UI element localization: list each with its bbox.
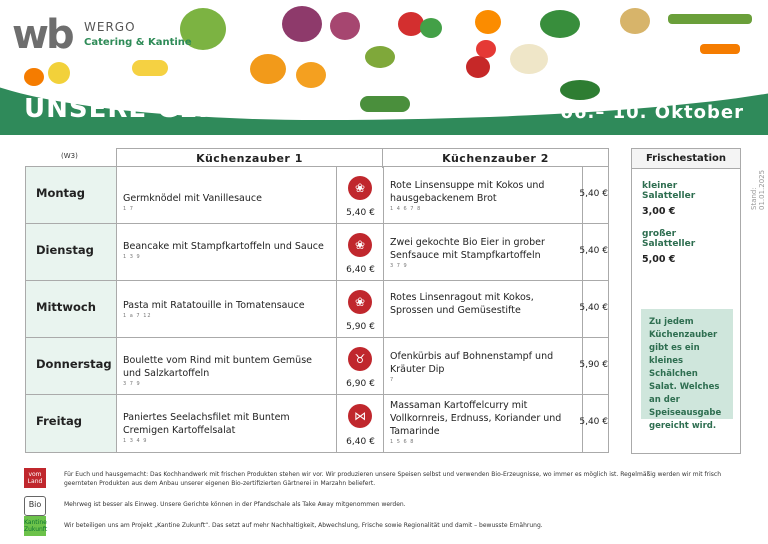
vegetarian-icon: ❀ (348, 176, 372, 200)
dish-cell-2 (384, 167, 582, 223)
cucumber-image (360, 96, 410, 112)
dish-name: Rote Linsensuppe mit Kokos und hausgebackenem Brot (390, 180, 545, 204)
bio-logo-text: Bio (28, 500, 42, 509)
logo (12, 12, 72, 58)
mandarin-image (24, 68, 44, 86)
dish-name: Rotes Linsenragout mit Kokos, Sprossen und Gemüsestifte (390, 292, 534, 316)
cauliflower-image (510, 44, 548, 74)
pumpkin-small-image (296, 62, 326, 88)
price: 5,40 € (579, 246, 608, 256)
dish-name: Ofenkürbis auf Bohnenstampf und Kräuter Dip (390, 351, 554, 375)
price: 5,40 € (579, 303, 608, 313)
price-cell-1 (337, 281, 384, 337)
allergen-codes: 1 5 6 8 (390, 439, 415, 445)
dish-cell-1 (117, 224, 337, 280)
table-row (26, 338, 608, 395)
logo-mark: wb (12, 12, 72, 58)
dish-name: Pasta mit Ratatouille in Tomatensauce (123, 300, 305, 311)
allergen-codes: 1 7 (123, 206, 134, 212)
price-cell-2 (579, 281, 610, 337)
small-salad-label: kleiner Salatteller (642, 181, 696, 201)
allergen-codes: 1 3 9 (123, 254, 141, 260)
dish-cell-2 (384, 224, 582, 280)
dish-cell-2 (384, 395, 582, 452)
page-title: UNSERE GERICHTE (24, 94, 311, 124)
dish-name: Massaman Kartoffelcurry mit Vollkornreis, Erdnuss, Koriander und Tamarinde (390, 400, 562, 437)
vegetarian-icon: ❀ (348, 290, 372, 314)
corn-image (132, 60, 168, 76)
bio-icon (24, 496, 46, 516)
pumpkin-image (250, 54, 286, 84)
dish-name: Boulette vom Rind mit buntem Gemüse und Salzkartoffeln (123, 355, 312, 379)
date-range: 06.– 10. Oktober (560, 102, 744, 123)
price: 6,90 € (346, 379, 375, 389)
table-row (26, 167, 608, 224)
price: 5,40 € (346, 208, 375, 218)
column-header-kuechenzauber-2: Küchenzauber 2 (382, 148, 609, 168)
vom-land-logo-text: vom Land (27, 471, 43, 485)
page-header (0, 0, 768, 135)
apple-image (466, 56, 490, 78)
dish-cell-1 (117, 281, 337, 337)
dish-name: Germknödel mit Vanillesauce (123, 193, 262, 204)
price-cell-2 (579, 224, 610, 280)
dish-cell-1 (117, 167, 337, 223)
price-cell-1 (337, 167, 384, 223)
carrot-image (700, 44, 740, 54)
footer-row (24, 516, 744, 536)
allergen-codes: 3 7 9 (123, 381, 141, 387)
vegetarian-icon: ❀ (348, 233, 372, 257)
allergen-codes: 1 3 4 9 (123, 438, 148, 444)
kantine-zukunft-logo-text: Kantine Zukunft (24, 519, 48, 533)
red-cabbage-image (282, 6, 322, 42)
column-header-kuechenzauber-1: Küchenzauber 1 (116, 148, 383, 168)
frischestation-title: Frischestation (632, 149, 740, 169)
dish-name: Zwei gekochte Bio Eier in grober Senfsauce mit Stampfkartoffeln (390, 237, 545, 261)
vom-land-icon (24, 468, 46, 488)
day-label: Montag (26, 167, 117, 223)
table-row (26, 395, 608, 452)
small-salad-price: 3,00 € (642, 206, 676, 217)
allergen-codes: 7 (390, 377, 395, 383)
small-salad (632, 181, 740, 217)
price: 5,40 € (579, 417, 608, 427)
price: 6,40 € (346, 265, 375, 275)
brand-name: WERGO (84, 20, 136, 34)
red-onion-image (330, 12, 360, 40)
dish-cell-2 (384, 281, 582, 337)
broccoli-image (540, 10, 580, 38)
day-label: Dienstag (26, 224, 117, 280)
week-label: (W3) (61, 152, 78, 160)
dish-cell-1 (117, 395, 337, 452)
allergen-codes: 1 4 6 7 8 (390, 206, 422, 212)
footer-text: Mehrweg ist besser als Einweg. Unsere Gerichte können in der Pfandschale als Take Away mitgenommen werden. (64, 501, 406, 508)
footer-text: Für Euch und hausgemacht: Das Kochhandwerk mit frischen Produkten stehen wir vor. Wir produzieren unsere Speisen selbst und verwenden Bio-Erzeugnisse, wo immer es möglich ist. Regelmäßig werden wir mit frisch geernteten Produkten aus dem Anbau unserer eigenen Bio-zertifizierten Gärtnerei in Marzahn beliefert. (64, 471, 722, 487)
day-label: Freitag (26, 395, 117, 452)
allergen-codes: 1 a 7 12 (123, 313, 152, 319)
price-cell-2 (579, 338, 610, 394)
dish-name: Beancake mit Stampfkartoffeln und Sauce (123, 241, 324, 252)
beef-icon: ♉ (348, 347, 372, 371)
footer-row (24, 496, 744, 516)
price-cell-1 (337, 395, 384, 452)
brand (84, 20, 192, 48)
large-salad-price: 5,00 € (642, 254, 676, 265)
allergen-codes: 3 7 9 (390, 263, 408, 269)
table-row (26, 281, 608, 338)
frischestation-panel (631, 148, 741, 454)
table-row (26, 224, 608, 281)
large-salad (632, 229, 740, 265)
price: 5,40 € (579, 189, 608, 199)
day-label: Donnerstag (26, 338, 117, 394)
menu-rows (25, 166, 609, 453)
peas-image (365, 46, 395, 68)
dish-name: Paniertes Seelachsfilet mit Buntem Cremigen Kartoffelsalat (123, 412, 290, 436)
price-cell-2 (579, 167, 610, 223)
orange-image (475, 10, 501, 34)
day-label: Mittwoch (26, 281, 117, 337)
pepper-green-image (420, 18, 442, 38)
stand-date: Stand: 01.01.2025 (750, 169, 766, 210)
leaf-image (560, 80, 600, 100)
dish-cell-1 (117, 338, 337, 394)
footer-text: Wir beteiligen uns am Projekt „Kantine Zukunft“. Das setzt auf mehr Nachhaltigkeit, Abwechslung, Frische sowie Regionalität und damit – bewusste Ernährung. (64, 522, 543, 529)
salad-note: Zu jedem Küchenzauber gibt es ein kleines Schälchen Salat. Welches an der Speiseausgabe gereicht wird. (641, 309, 733, 419)
kantine-zukunft-icon (24, 516, 46, 536)
lemon-image (48, 62, 70, 84)
price: 5,90 € (579, 360, 608, 370)
footer-row (24, 468, 744, 488)
price: 5,90 € (346, 322, 375, 332)
price: 6,40 € (346, 437, 375, 447)
potato-image (620, 8, 650, 34)
chives-image (668, 14, 752, 24)
dish-cell-2 (384, 338, 582, 394)
large-salad-label: großer Salatteller (642, 229, 696, 249)
price-cell-1 (337, 224, 384, 280)
column-headers (25, 148, 609, 168)
price-cell-2 (579, 395, 610, 452)
fish-icon: ⋈ (348, 404, 372, 428)
price-cell-1 (337, 338, 384, 394)
brand-subtitle: Catering & Kantine (84, 37, 192, 48)
